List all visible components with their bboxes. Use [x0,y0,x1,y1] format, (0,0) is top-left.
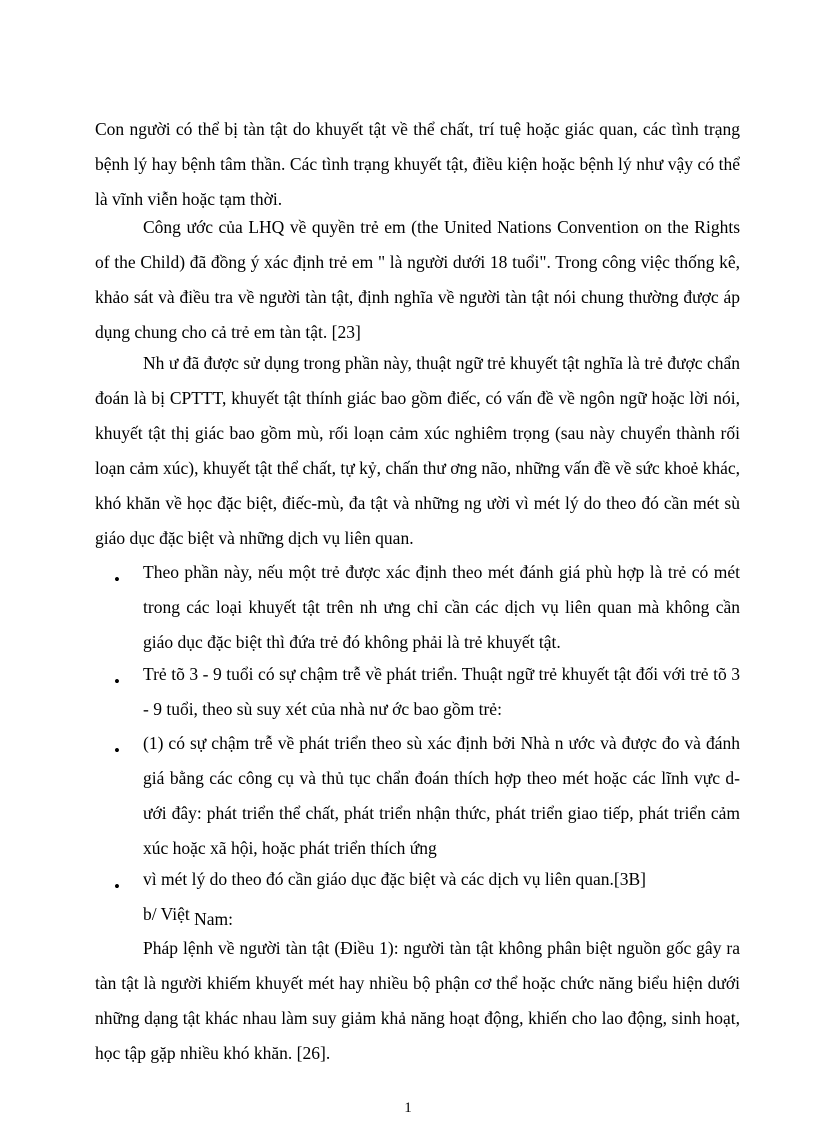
page-number: 1 [404,1100,412,1116]
section-heading-prefix: b/ Việt [143,904,190,924]
paragraph-disability-causes: Con người có thể bị tàn tật do khuyết tật về thể chất, trí tuệ hoặc giác quan, các tình trạng bệnh lý hay bệnh tâm thần. Các tình trạng khuyết tật, điều kiện hoặc bệnh lý như vậy có thể là vĩnh viễn hoặc tạm thời. [95,119,740,209]
bullet-text: vì mét lý do theo đó cần giáo dục đặc biệt và các dịch vụ liên quan.[3B] [143,869,646,889]
paragraph-un-convention: Công ước của LHQ về quyền trẻ em (the United Nations Convention on the Rights of the Child) đã đồng ý xác định trẻ em " là người dưới 18 tuổi". Trong công việc thống kê, khảo sát và điều tra về người tàn tật, định nghĩa về người tàn tật nói chung thường được áp dụng chung cho cả trẻ em tàn tật. [23] [95,217,740,342]
paragraph-definition-terms: Nh ư đã được sử dụng trong phần này, thuật ngữ trẻ khuyết tật nghĩa là trẻ được chẩn đoán là bị CPTTT, khuyết tật thính giác bao gồm điếc, có vấn đề về ngôn ngữ hoặc lời nói, khuyết tật thị giác bao gồm mù, rối loạn cảm xúc nghiêm trọng (sau này chuyển thành rối loạn cảm xúc), khuyết tật thể chất, tự kỷ, chấn thư ơng não, những vấn đề về sức khoẻ khác, khó khăn về học đặc biệt, điếc-mù, đa tật và những ng ười vì mét lý do theo đó cần mét sù giáo dục đặc biệt và những dịch vụ liên quan. [95,353,740,548]
paragraph-disability-ordinance: Pháp lệnh về người tàn tật (Điều 1): người tàn tật không phân biệt nguồn gốc gây ra tàn tật là người khiếm khuyết mét hay nhiều bộ phận cơ thể hoặc chức năng biểu hiện dưới những dạng tật khác nhau làm suy giảm khả năng hoạt động, khiến cho lao động, sinh hoạt, học tập gặp nhiều khó khăn. [26]. [95,938,740,1063]
bullet-text: Trẻ tõ 3 - 9 tuổi có sự chậm trễ về phát triển. Thuật ngữ trẻ khuyết tật đối với trẻ tõ 3 - 9 tuổi, theo sù suy xét của nhà nư ớc bao gồm trẻ: [143,664,740,719]
bullet-text: (1) có sự chậm trễ về phát triển theo sù xác định bởi Nhà n ước và được đo và đánh giá bằng các công cụ và thủ tục chẩn đoán thích hợp theo mét hoặc các lĩnh vực d ưới đây: phát triển thể chất, phát triển nhận thức, phát triển giao tiếp, phát triển cảm xúc hoặc xã hội, hoặc phát triển thích ứng [143,733,740,858]
section-heading-suffix: Nam: [194,909,234,929]
section-heading-vietnam [143,897,233,932]
bullet-icon: • [114,570,120,589]
bullet-text: Theo phần này, nếu một trẻ được xác định theo mét đánh giá phù hợp là trẻ có mét trong các loại khuyết tật trên nh ưng chỉ cần các dịch vụ liên quan mà không cần giáo dục đặc biệt thì đứa trẻ đó không phải là trẻ khuyết tật. [143,562,740,652]
bullet-icon: • [114,877,120,896]
bullet-icon: • [114,741,120,760]
bullet-icon: • [114,672,120,691]
